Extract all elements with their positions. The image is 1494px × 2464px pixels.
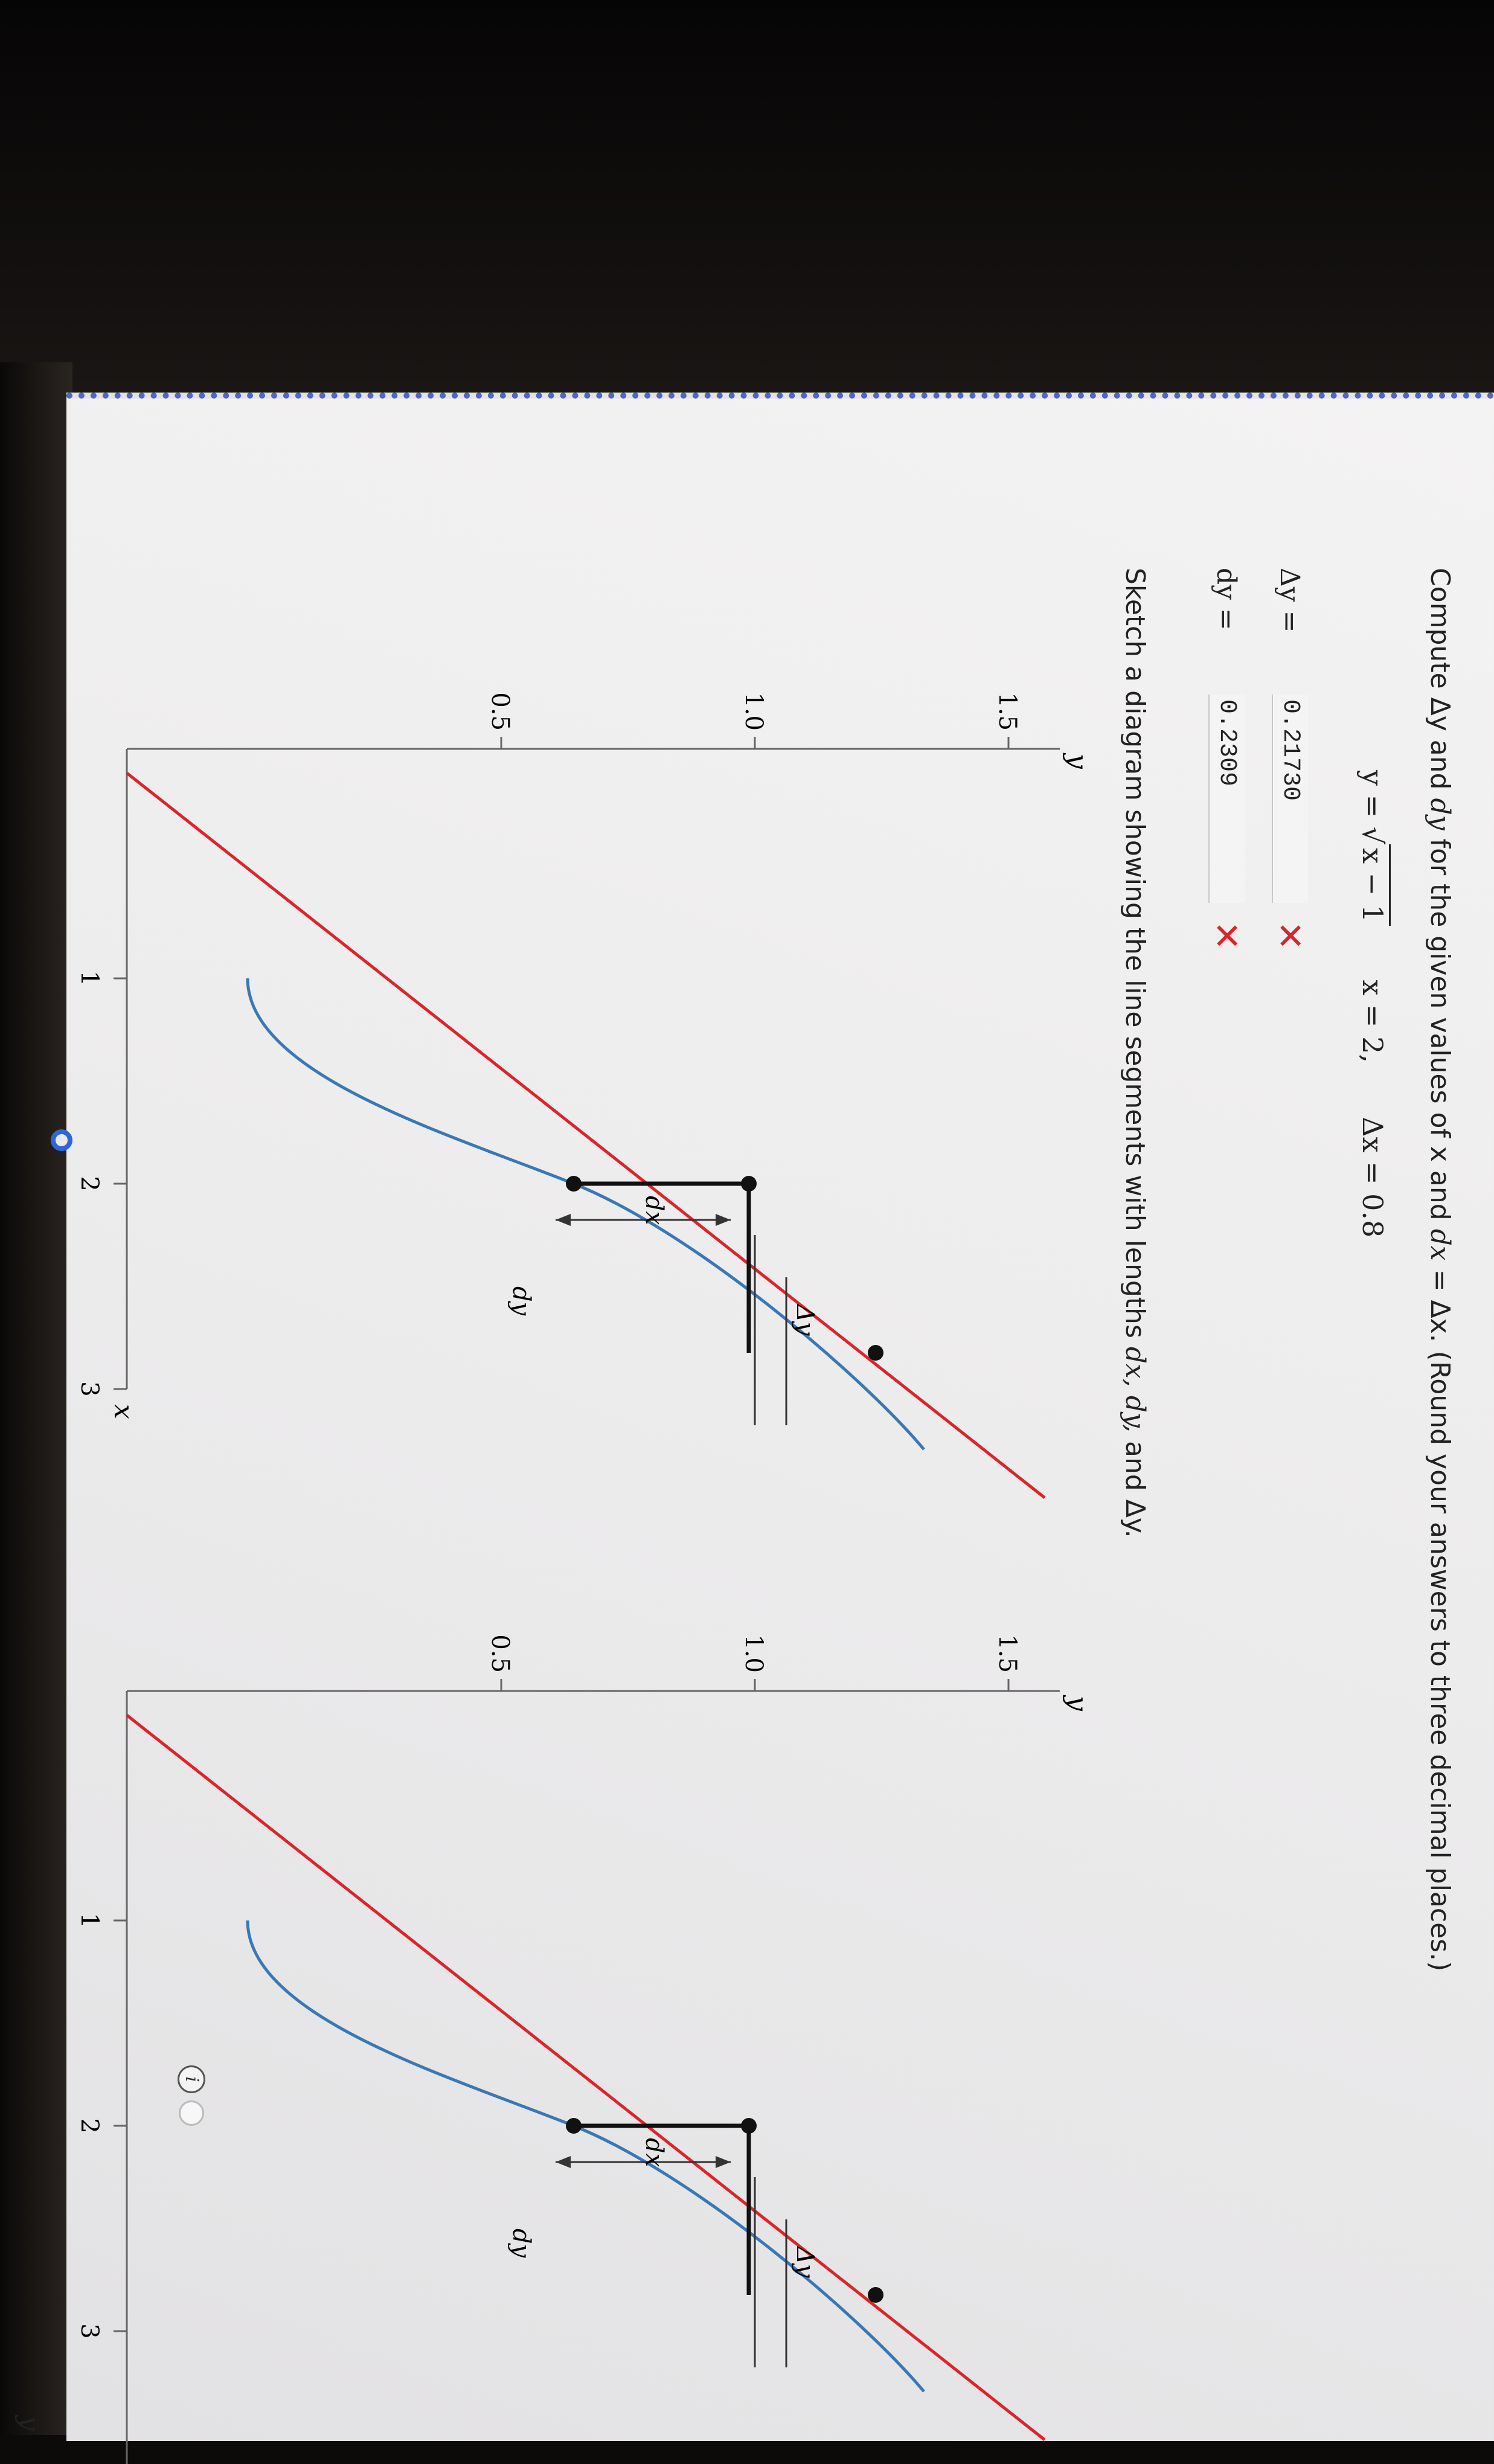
x-tick-label: 1 <box>75 1913 103 1928</box>
point-start <box>566 1176 582 1192</box>
radio-plot-a[interactable] <box>51 1129 72 1151</box>
y-tick-label: 1.5 <box>993 692 1021 731</box>
y-tick-label: 1.0 <box>740 692 768 731</box>
equation-delta-x: Δx = 0.8 <box>1356 1117 1389 1238</box>
x-tick-label: 3 <box>75 1381 103 1397</box>
incorrect-x-icon: ✕ <box>1269 921 1310 951</box>
sketch-prompt <box>1120 568 1150 1538</box>
dx-label: dx <box>640 2138 668 2167</box>
instruction-dy: dy <box>1425 798 1455 830</box>
x-tick-label: 2 <box>75 1176 103 1192</box>
plot-option-a[interactable] <box>75 531 1117 1437</box>
sqrt-curve <box>248 978 924 1449</box>
info-icon[interactable]: i <box>178 2065 205 2093</box>
point-end <box>868 2287 883 2303</box>
y-tick-label: 0.5 <box>486 692 514 731</box>
equation-radicand: x − 1 <box>1356 844 1391 926</box>
instruction-dx: dx <box>1425 1228 1455 1261</box>
dy-label: dy <box>507 2228 535 2258</box>
equation-x-value: x = 2, <box>1356 980 1389 1063</box>
point-corner <box>741 1176 757 1192</box>
question-content <box>6 531 1455 2464</box>
sqrt-curve <box>248 1920 924 2392</box>
instruction-prefix: Compute Δy and <box>1425 568 1455 790</box>
dy-label: dy <box>507 1286 535 1316</box>
point-corner <box>741 2118 757 2134</box>
x-axis-label: x <box>108 1404 139 1419</box>
radio-plot-b[interactable] <box>179 2100 204 2126</box>
dy-input[interactable]: 0.2309 <box>1208 695 1245 903</box>
tangent-line <box>127 1715 1045 2440</box>
y-axis-label: y <box>1062 1696 1093 1711</box>
delta-y-label: Δy <box>791 2247 819 2278</box>
x-tick-label: 2 <box>75 2118 103 2134</box>
incorrect-x-icon: ✕ <box>1206 921 1247 951</box>
question-instruction <box>1425 568 1455 1971</box>
plot-b-svg <box>75 1437 1117 2464</box>
equation <box>1356 770 1389 1237</box>
answer-row-dy <box>1206 568 1247 951</box>
plot-a-svg <box>75 531 1117 1437</box>
next-plot-y-label: y <box>14 2416 45 2431</box>
answer-row-delta-y <box>1269 568 1310 951</box>
x-tick-label: 1 <box>75 971 103 986</box>
instruction-middle: for the given values of x and <box>1425 838 1455 1221</box>
sketch-prompt-suffix: and Δy. <box>1120 1441 1150 1538</box>
point-start <box>566 2118 582 2134</box>
delta-y-input[interactable]: 0.21730 <box>1272 695 1308 903</box>
sketch-prompt-prefix: Sketch a diagram showing the line segments with lengths <box>1120 568 1150 1338</box>
equation-lhs: y = <box>1356 770 1389 818</box>
plot-option-b[interactable] <box>75 1437 1117 2464</box>
point-end <box>868 1345 883 1361</box>
instruction-suffix: = Δx. (Round your answers to three decimal places.) <box>1425 1269 1455 1972</box>
y-axis-label: y <box>1062 754 1093 769</box>
x-tick-label: 3 <box>75 2323 103 2339</box>
dy-label: dy = <box>1211 568 1242 630</box>
sqrt-icon: √ <box>1356 826 1389 845</box>
delta-y-label: Δy <box>791 1304 819 1336</box>
y-tick-label: 1.5 <box>993 1634 1021 1673</box>
dark-background-top <box>0 0 1494 423</box>
dx-label: dx <box>640 1196 668 1225</box>
y-tick-label: 0.5 <box>486 1634 514 1673</box>
delta-y-label: Δy = <box>1274 568 1306 633</box>
tangent-line <box>127 773 1045 1498</box>
y-tick-label: 1.0 <box>740 1634 768 1673</box>
sketch-prompt-terms: dx, dy, <box>1120 1346 1150 1433</box>
